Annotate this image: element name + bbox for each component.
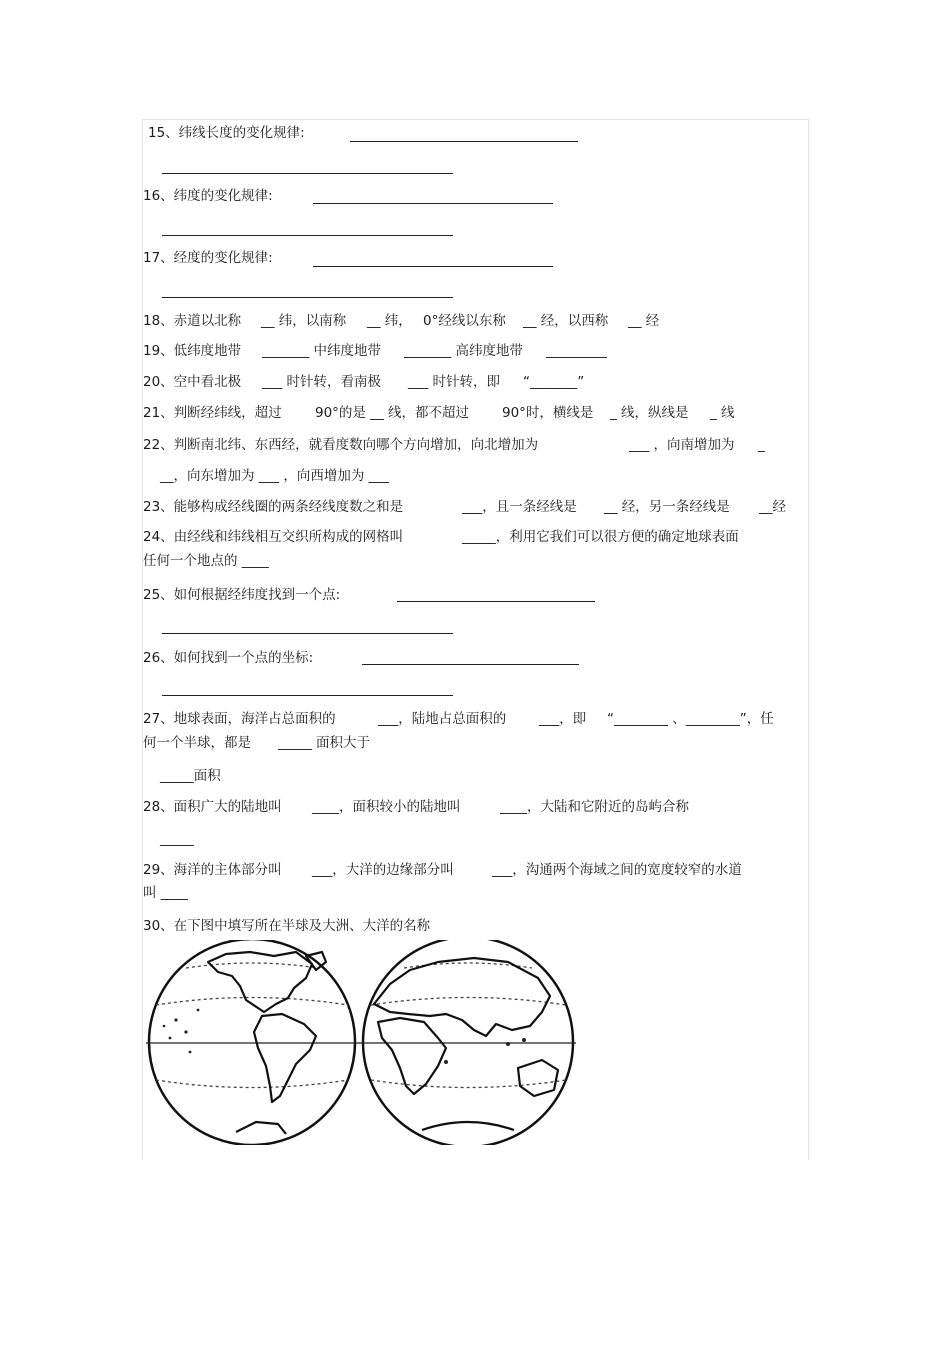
- question-23-part-c: __ 经，另一条经线是: [604, 499, 730, 515]
- answer-line-16a[interactable]: [313, 203, 553, 204]
- question-21-part-e: _ 线: [710, 405, 735, 421]
- question-22-part-c: _: [758, 437, 765, 453]
- question-19-part-d: _________: [546, 343, 607, 359]
- question-29-part-a: 29、海洋的主体部分叫: [143, 862, 282, 878]
- question-19-part-b: _______ 中纬度地带: [262, 343, 382, 359]
- question-27-part-a: 27、地球表面，海洋占总面积的: [143, 711, 336, 727]
- question-16: 16、纬度的变化规律:: [143, 188, 273, 204]
- south-america-outline: [254, 1014, 316, 1102]
- africa-outline: [378, 1018, 446, 1094]
- question-21-part-d: _ 线，纵线是: [610, 405, 689, 421]
- question-27-line-3: _____面积: [160, 768, 221, 784]
- answer-line-26a[interactable]: [362, 664, 579, 665]
- question-21-part-b: 90°的是 __ 线，都不超过: [315, 405, 470, 421]
- hemisphere-map: [146, 940, 576, 1145]
- question-20-part-b: ___ 时针转，看南极: [262, 374, 382, 390]
- north-america-outline: [208, 952, 312, 1012]
- question-20-part-a: 20、空中看北极: [143, 374, 242, 390]
- eastern-continents: [374, 958, 558, 1130]
- question-18-part-b: __ 纬，以南称: [261, 313, 347, 329]
- question-17: 17、经度的变化规律:: [143, 250, 273, 266]
- question-25: 25、如何根据经纬度找到一个点:: [143, 587, 341, 603]
- question-23-part-b: ___，且一条经线是: [462, 499, 577, 515]
- antarctica-east-outline: [422, 1122, 514, 1130]
- question-29-line-2: 叫 ____: [143, 885, 188, 901]
- question-27-part-b: ___，陆地占总面积的: [378, 711, 507, 727]
- question-28-part-a: 28、面积广大的陆地叫: [143, 799, 282, 815]
- answer-line-16b[interactable]: [162, 235, 453, 236]
- answer-line-15a[interactable]: [350, 141, 578, 142]
- answer-line-17b[interactable]: [162, 297, 453, 298]
- question-27-line-2a: 何一个半球，都是: [143, 735, 251, 751]
- question-23-part-d: __经: [759, 499, 786, 515]
- question-22-part-b: ___ ，向南增加为: [629, 437, 735, 453]
- answer-line-25b[interactable]: [162, 633, 453, 634]
- question-18-part-e: __ 经，以西称: [523, 313, 609, 329]
- australia-outline: [518, 1060, 558, 1096]
- question-24-line-2: 任何一个地点的 ____: [143, 553, 269, 569]
- question-24-part-a: 24、由经线和纬线相互交织所构成的网格叫: [143, 529, 404, 545]
- question-27-part-c: ___，即: [539, 711, 587, 727]
- question-21-part-c: 90°时，横线是: [502, 405, 594, 421]
- question-18-part-a: 18、赤道以北称: [143, 313, 242, 329]
- question-26: 26、如何找到一个点的坐标:: [143, 650, 314, 666]
- answer-line-26b[interactable]: [162, 695, 453, 696]
- question-24-part-b: _____，利用它我们可以很方便的确定地球表面: [462, 529, 739, 545]
- question-18-part-c: __ 纬，: [367, 313, 412, 329]
- question-30: 30、在下图中填写所在半球及大洲、大洋的名称: [143, 918, 431, 934]
- answer-line-15b[interactable]: [162, 173, 453, 174]
- question-28-part-b: ____，面积较小的陆地叫: [312, 799, 461, 815]
- answer-line-17a[interactable]: [313, 266, 553, 267]
- question-28-line-2: _____: [160, 831, 194, 847]
- answer-line-25a[interactable]: [397, 601, 595, 602]
- question-22-line-2: __，向东增加为 ___ ，向西增加为 ___: [160, 468, 389, 484]
- question-28-part-c: ____，大陆和它附近的岛屿合称: [500, 799, 689, 815]
- question-18-part-d: 0°经线以东称: [423, 313, 506, 329]
- question-27-part-d: “________ 、________”，任: [607, 711, 774, 727]
- question-18-part-f: __ 经: [628, 313, 660, 329]
- question-29-part-c: ___，沟通两个海域之间的宽度较窄的水道: [492, 862, 742, 878]
- question-23-part-a: 23、能够构成经线圈的两条经线度数之和是: [143, 499, 404, 515]
- question-20-part-c: ___ 时针转，即: [408, 374, 501, 390]
- question-27-line-2b: _____ 面积大于: [278, 735, 371, 751]
- latitude-lines: [156, 963, 566, 1088]
- question-29-part-b: ___，大洋的边缘部分叫: [312, 862, 454, 878]
- question-19-part-a: 19、低纬度地带: [143, 343, 242, 359]
- question-22-part-a: 22、判断南北纬、东西经，就看度数向哪个方向增加，向北增加为: [143, 437, 539, 453]
- question-21-part-a: 21、判断经纬线，超过: [143, 405, 282, 421]
- question-19-part-c: _______ 高纬度地带: [404, 343, 524, 359]
- question-20-part-d: “_______”: [523, 374, 585, 390]
- antarctica-west-outline: [236, 1122, 286, 1134]
- question-15: 15、纬线长度的变化规律:: [148, 125, 305, 141]
- islands: [163, 1009, 526, 1064]
